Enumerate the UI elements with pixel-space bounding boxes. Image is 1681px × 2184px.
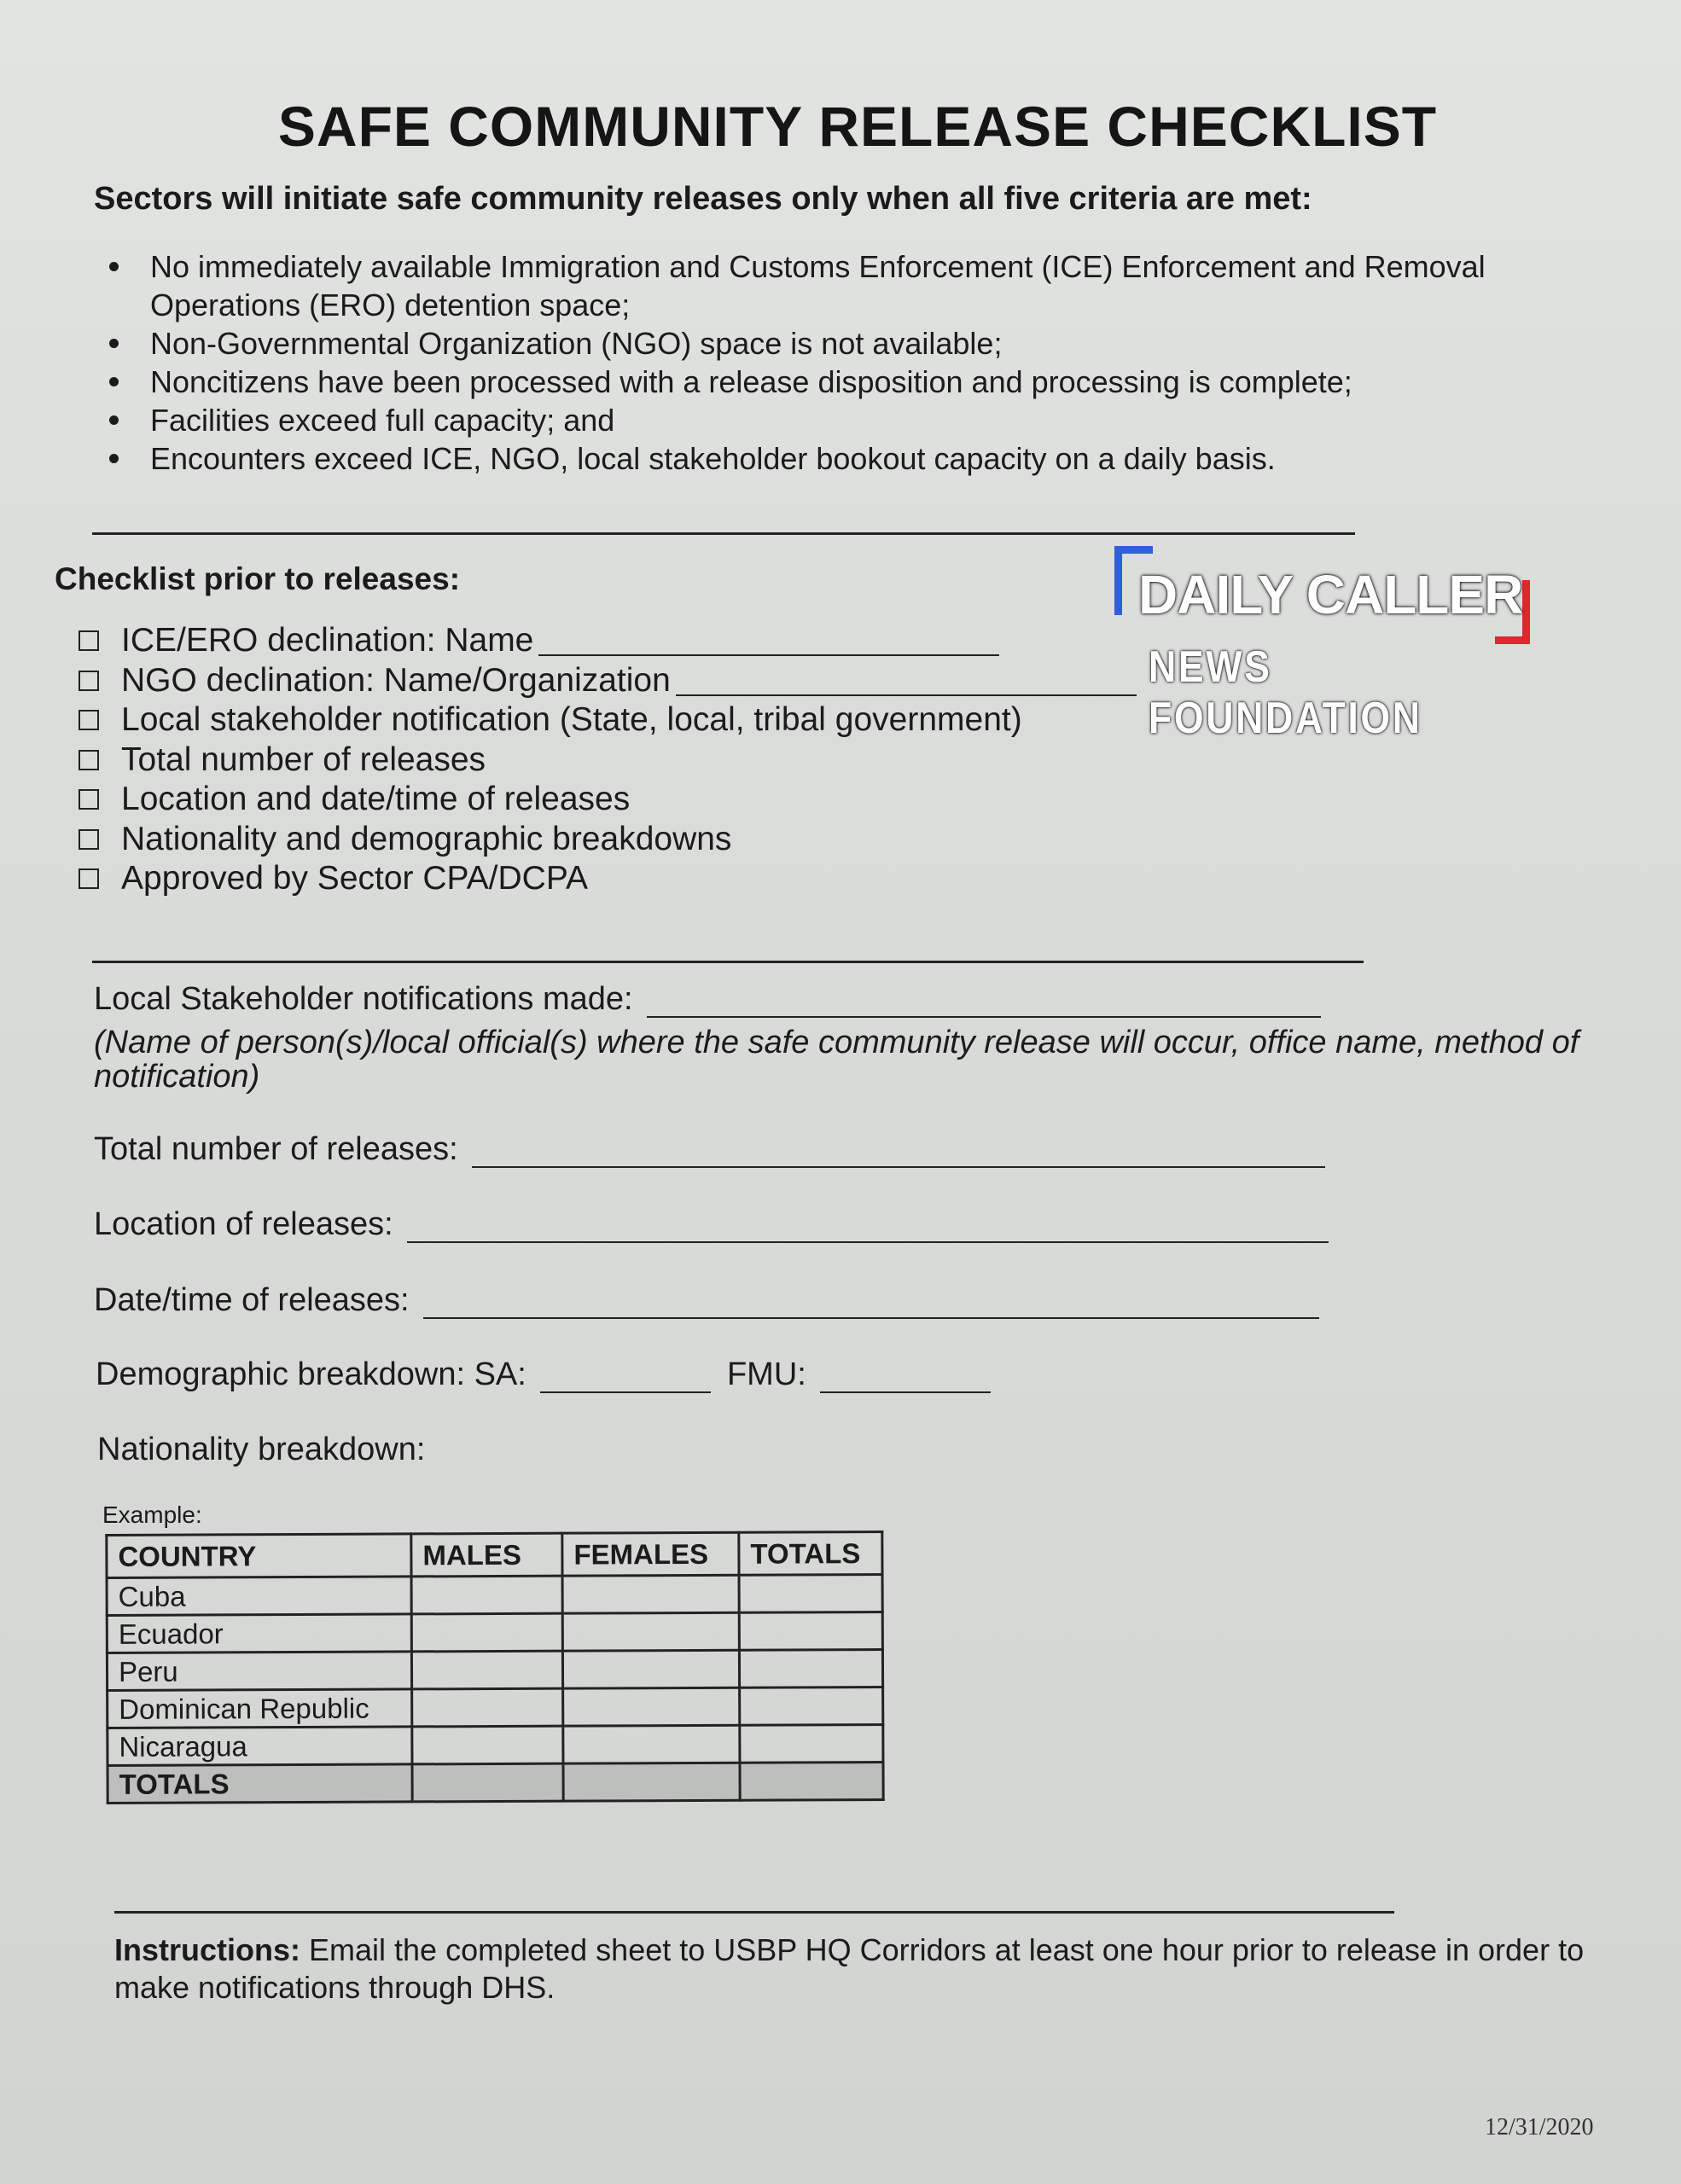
fmu-label: FMU: [726, 1356, 806, 1392]
nationality-table [105, 1531, 884, 1804]
datetime-label: Date/time of releases: [94, 1282, 410, 1318]
checklist-title: Checklist prior to releases: [55, 561, 461, 596]
checklist-label: Local stakeholder notification (State, local, tribal government) [121, 701, 1022, 738]
checklist-label: Approved by Sector CPA/DCPA [121, 860, 588, 897]
checklist-label: Total number of releases [121, 741, 486, 778]
stakeholder-blank[interactable] [647, 987, 1321, 1018]
total-releases-blank[interactable] [472, 1137, 1325, 1168]
column-header: TOTALS [739, 1532, 882, 1576]
totals-cell[interactable] [739, 1612, 882, 1651]
checklist-item-ice-ero [79, 621, 1137, 661]
location-field [94, 1206, 1329, 1243]
table-header-row [107, 1532, 882, 1578]
females-cell[interactable] [563, 1725, 740, 1763]
males-total-cell[interactable] [412, 1763, 563, 1802]
checklist-item-total [79, 741, 1137, 781]
table-row [108, 1687, 883, 1728]
example-label: Example: [102, 1502, 202, 1528]
checklist-label: NGO declination: Name/Organization [121, 661, 671, 699]
nationality-label: Nationality breakdown: [97, 1432, 426, 1467]
fmu-blank[interactable] [820, 1362, 991, 1393]
females-cell[interactable] [563, 1687, 740, 1726]
totals-cell[interactable] [740, 1687, 883, 1726]
date-stamp: 12/31/2020 [1485, 2114, 1594, 2140]
datetime-field [94, 1282, 1319, 1319]
divider [92, 532, 1355, 535]
page-title: SAFE COMMUNITY RELEASE CHECKLIST [277, 95, 1438, 158]
males-cell[interactable] [411, 1651, 562, 1689]
instructions [114, 1931, 1616, 2007]
females-cell[interactable] [562, 1612, 739, 1651]
datetime-blank[interactable] [423, 1288, 1319, 1319]
totals-cell[interactable] [740, 1725, 883, 1763]
table-totals-row [108, 1763, 883, 1804]
checkbox[interactable] [79, 868, 99, 889]
totals-cell[interactable] [739, 1650, 882, 1688]
totals-cell[interactable] [739, 1575, 882, 1613]
totals-label-cell: TOTALS [108, 1764, 412, 1804]
sa-blank[interactable] [540, 1362, 711, 1393]
checkbox[interactable] [79, 750, 99, 770]
criteria-list [102, 247, 1601, 478]
organization-blank[interactable] [676, 665, 1137, 696]
watermark-line1: DAILY CALLER [1138, 564, 1523, 625]
country-cell: Dominican Republic [108, 1689, 412, 1728]
checkbox[interactable] [79, 789, 99, 810]
checkbox[interactable] [79, 710, 99, 730]
males-cell[interactable] [411, 1576, 562, 1614]
checklist-label: Nationality and demographic breakdowns [121, 820, 732, 857]
checklist-item-location [79, 780, 1137, 820]
instructions-label: Instructions: [114, 1932, 301, 1967]
checklist-item-ngo [79, 661, 1137, 701]
watermark-line2: NEWS FOUNDATION [1149, 642, 1422, 743]
females-cell[interactable] [562, 1650, 739, 1688]
table-row [107, 1612, 882, 1653]
stakeholder-label: Local Stakeholder notifications made: [94, 981, 633, 1017]
total-releases-label: Total number of releases: [94, 1131, 458, 1167]
country-cell: Cuba [107, 1577, 411, 1616]
total-releases-field [94, 1131, 1325, 1168]
checklist [79, 621, 1137, 899]
criteria-item: Non-Governmental Organization (NGO) space is not available; [102, 324, 1601, 363]
females-cell[interactable] [562, 1575, 739, 1613]
checkbox[interactable] [79, 671, 99, 691]
criteria-item: Facilities exceed full capacity; and [102, 401, 1601, 439]
checklist-label: ICE/ERO declination: Name [121, 622, 534, 659]
table-row [107, 1575, 882, 1616]
name-blank[interactable] [538, 625, 999, 656]
checklist-label: Location and date/time of releases [121, 781, 631, 817]
country-cell: Nicaragua [108, 1727, 412, 1766]
demographic-label: Demographic breakdown: SA: [96, 1356, 526, 1392]
country-cell: Peru [107, 1652, 411, 1691]
location-blank[interactable] [407, 1212, 1329, 1243]
stakeholder-note: (Name of person(s)/local official(s) where the safe community release will occur, office name, method of notification) [94, 1025, 1579, 1095]
criteria-item: No immediately available Immigration and Customs Enforcement (ICE) Enforcement and Removal Operations (ERO) detention space; [102, 247, 1601, 324]
divider [114, 1911, 1394, 1914]
checklist-item-approved [79, 859, 1137, 899]
demographic-field [96, 1356, 991, 1393]
checklist-item-stakeholder [79, 700, 1137, 741]
checkbox[interactable] [79, 630, 99, 651]
column-header: COUNTRY [107, 1534, 411, 1578]
daily-caller-watermark [1109, 546, 1553, 743]
criteria-item: Encounters exceed ICE, NGO, local stakeholder bookout capacity on a daily basis. [102, 439, 1601, 478]
location-label: Location of releases: [94, 1206, 393, 1242]
males-cell[interactable] [412, 1688, 563, 1727]
criteria-item: Noncitizens have been processed with a release disposition and processing is complete; [102, 363, 1601, 401]
females-total-cell[interactable] [563, 1763, 740, 1801]
criteria-lead: Sectors will initiate safe community releases only when all five criteria are met: [94, 181, 1312, 217]
column-header: FEMALES [562, 1532, 739, 1576]
stakeholder-field [94, 981, 1321, 1018]
column-header: MALES [411, 1533, 562, 1577]
country-cell: Ecuador [107, 1614, 411, 1653]
table-row [108, 1725, 883, 1766]
checkbox[interactable] [79, 829, 99, 850]
table-row [107, 1650, 882, 1691]
divider [92, 961, 1364, 963]
males-cell[interactable] [412, 1726, 563, 1764]
checklist-item-nationality [79, 820, 1137, 860]
males-cell[interactable] [411, 1613, 562, 1652]
instructions-text: Email the completed sheet to USBP HQ Corridors at least one hour prior to release in order to make notifications through DHS. [114, 1932, 1585, 2005]
grand-total-cell[interactable] [740, 1763, 883, 1801]
